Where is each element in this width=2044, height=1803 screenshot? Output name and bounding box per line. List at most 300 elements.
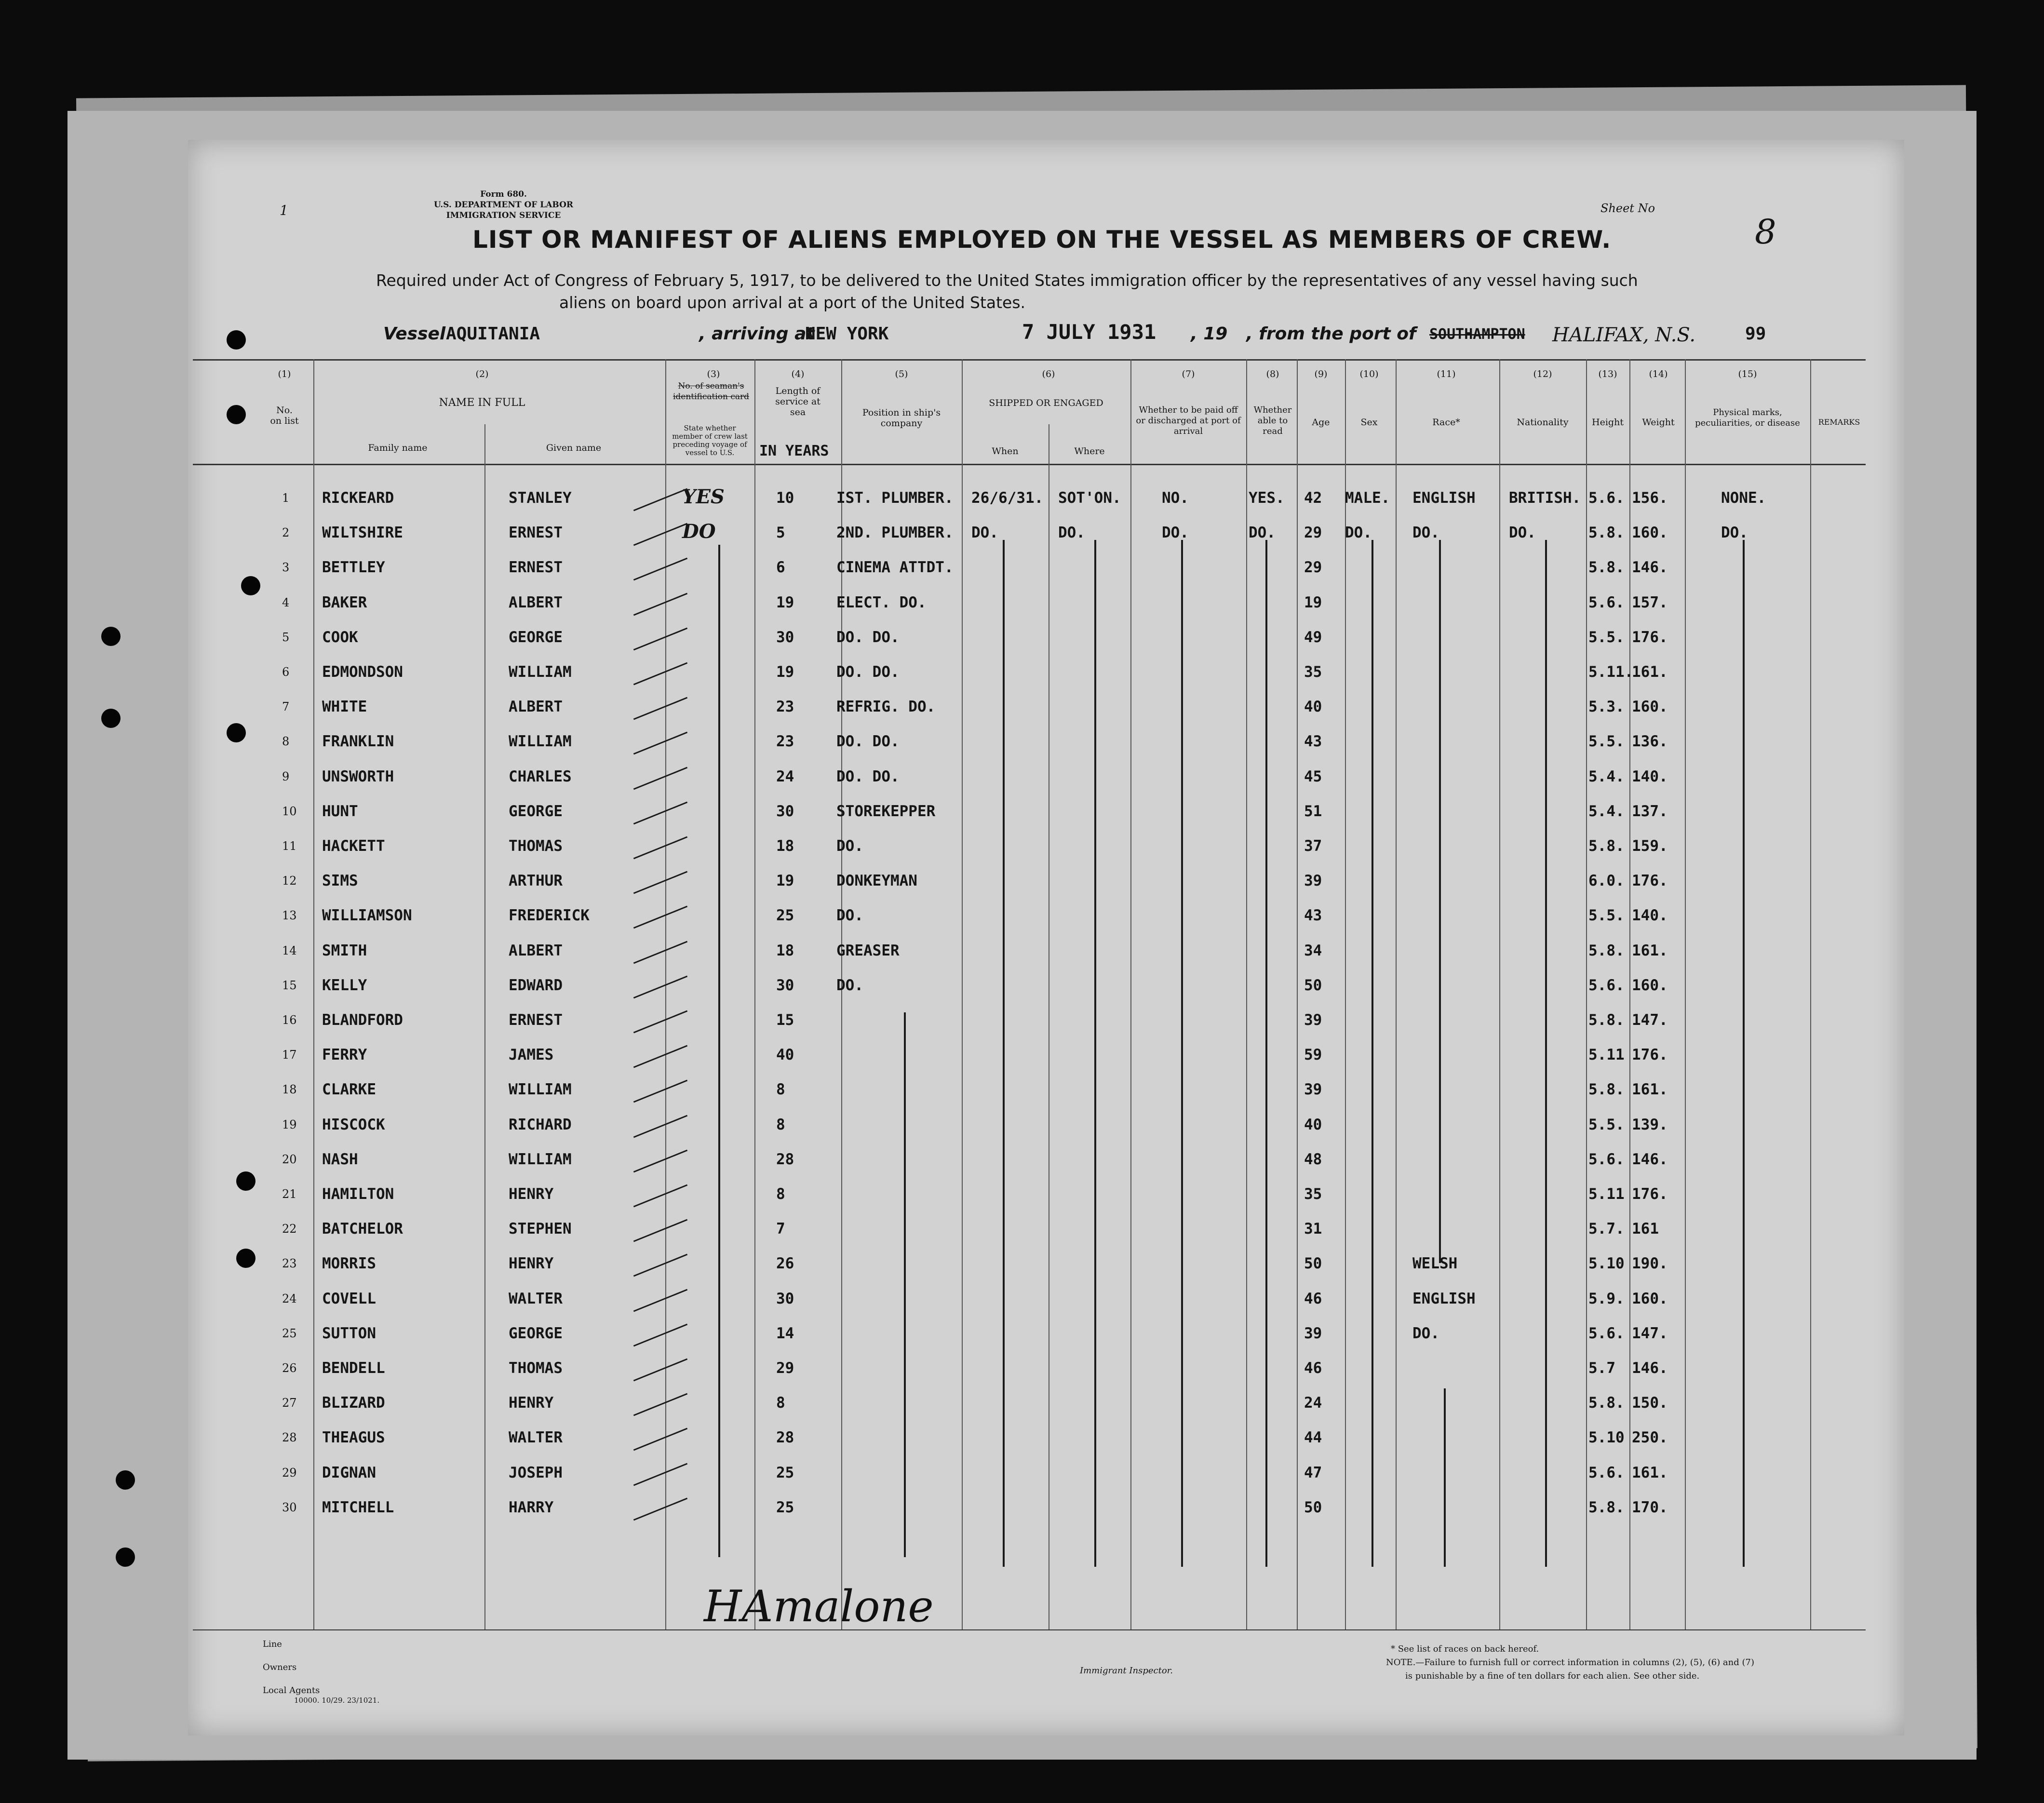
column-rule xyxy=(1246,359,1247,1629)
row-number: 26 xyxy=(282,1361,297,1375)
cell-weight: 146. xyxy=(1632,559,1668,576)
cell-family: SMITH xyxy=(322,942,367,959)
cell-years: 6 xyxy=(776,559,785,576)
column-rule xyxy=(1586,359,1587,1629)
cell-weight: 161. xyxy=(1632,1081,1668,1098)
cell-weight: 250. xyxy=(1632,1429,1668,1446)
cell-weight: 161. xyxy=(1632,1464,1668,1481)
col-num: (3) xyxy=(707,369,720,379)
cell-position: DO. DO. xyxy=(836,663,900,681)
cell-weight: 150. xyxy=(1632,1394,1668,1412)
cell-age: 29 xyxy=(1304,524,1322,541)
cell-given: ALBERT xyxy=(509,942,563,959)
col-num: (7) xyxy=(1182,369,1195,379)
cell-years: 8 xyxy=(776,1394,785,1412)
row-number: 29 xyxy=(282,1466,297,1480)
punch-hole xyxy=(227,405,246,424)
cell-when: 26/6/31. xyxy=(971,489,1044,507)
cell-height: 5.11. xyxy=(1588,663,1634,681)
cell-years: 30 xyxy=(776,1290,794,1307)
page-mark: 1 xyxy=(280,202,288,218)
cell-height: 5.6. xyxy=(1588,594,1625,611)
cell-read: YES. xyxy=(1249,489,1285,507)
cell-weight: 136. xyxy=(1632,733,1668,750)
cell-given: THOMAS xyxy=(509,837,563,855)
cell-given: STEPHEN xyxy=(509,1220,572,1238)
cell-age: 40 xyxy=(1304,1116,1322,1133)
cell-age: 45 xyxy=(1304,768,1322,785)
cell-family: BETTLEY xyxy=(322,559,385,576)
cell-position: IST. PLUMBER. xyxy=(836,489,954,507)
service: IMMIGRATION SERVICE xyxy=(446,211,561,220)
cell-given: GEORGE xyxy=(509,1325,563,1342)
cell-position: DO. xyxy=(836,977,863,994)
cell-read: DO. xyxy=(1249,524,1276,541)
ditto-stroke xyxy=(1439,540,1441,1263)
cell-years: 19 xyxy=(776,663,794,681)
cell-family: BATCHELOR xyxy=(322,1220,403,1238)
cell-family: THEAGUS xyxy=(322,1429,385,1446)
cell-age: 42 xyxy=(1304,489,1322,507)
cell-family: HAMILTON xyxy=(322,1185,394,1203)
header-race: Race* xyxy=(1432,417,1460,428)
department: U.S. DEPARTMENT OF LABOR xyxy=(434,200,574,210)
form-identifier xyxy=(434,189,573,221)
cell-weight: 157. xyxy=(1632,594,1668,611)
cell-height: 5.8. xyxy=(1588,837,1625,855)
punch-hole xyxy=(241,576,260,595)
cell-race: DO. xyxy=(1412,1325,1439,1342)
cell-paid: NO. xyxy=(1162,489,1189,507)
cell-family: EDMONDSON xyxy=(322,663,403,681)
cell-where: DO. xyxy=(1058,524,1085,541)
cell-height: 5.5. xyxy=(1588,629,1625,646)
cell-height: 5.8. xyxy=(1588,524,1625,541)
footer-print-code: 10000. 10/29. 23/1021. xyxy=(294,1696,380,1705)
cell-years: 23 xyxy=(776,733,794,750)
cell-age: 39 xyxy=(1304,1081,1322,1098)
row-number: 25 xyxy=(282,1327,297,1340)
table-bottom-rule xyxy=(193,1629,1866,1630)
row-number: 3 xyxy=(282,561,290,574)
cell-years: 29 xyxy=(776,1359,794,1377)
ditto-stroke xyxy=(1743,540,1745,1567)
cell-sex: DO. xyxy=(1345,524,1372,541)
cell-age: 59 xyxy=(1304,1046,1322,1063)
header-when: When xyxy=(992,446,1019,457)
row-number: 24 xyxy=(282,1292,297,1305)
vessel-name: AQUITANIA xyxy=(446,324,540,344)
cell-age: 43 xyxy=(1304,907,1322,924)
row-number: 9 xyxy=(282,770,290,783)
cell-weight: 140. xyxy=(1632,907,1668,924)
ditto-stroke xyxy=(1545,540,1547,1567)
cell-family: KELLY xyxy=(322,977,367,994)
cell-height: 5.8. xyxy=(1588,942,1625,959)
statute-line-2: aliens on board upon arrival at a port of the United States. xyxy=(559,293,1026,312)
cell-family: WILLIAMSON xyxy=(322,907,412,924)
row-number: 8 xyxy=(282,735,290,748)
cell-height: 5.11 xyxy=(1588,1185,1625,1203)
cell-years: 5 xyxy=(776,524,785,541)
col-num: (14) xyxy=(1649,369,1668,379)
cell-years: 24 xyxy=(776,768,794,785)
row-number: 11 xyxy=(282,839,297,853)
ditto-stroke xyxy=(1003,540,1005,1567)
cell-given: WALTER xyxy=(509,1429,563,1446)
header-name-in-full: NAME IN FULL xyxy=(439,397,525,409)
cell-years: 8 xyxy=(776,1185,785,1203)
row-number: 19 xyxy=(282,1118,297,1131)
cell-given: ARTHUR xyxy=(509,872,563,889)
column-rule xyxy=(313,359,314,1629)
cell-height: 5.6. xyxy=(1588,489,1625,507)
cell-height: 5.8. xyxy=(1588,559,1625,576)
row-number: 13 xyxy=(282,909,297,922)
cell-weight: 161. xyxy=(1632,663,1668,681)
row-number: 6 xyxy=(282,665,290,679)
cell-position: DO. DO. xyxy=(836,629,900,646)
header-physical-marks: Physical marks, peculiarities, or disease xyxy=(1695,407,1800,428)
cell-family: SIMS xyxy=(322,872,358,889)
column-rule xyxy=(1130,359,1131,1629)
cell-sex: MALE. xyxy=(1345,489,1390,507)
arrival-port: NEW YORK xyxy=(805,324,889,344)
row-number: 1 xyxy=(282,491,290,505)
cell-family: MITCHELL xyxy=(322,1499,394,1516)
ditto-stroke xyxy=(904,1012,906,1557)
cell-height: 5.5. xyxy=(1588,1116,1625,1133)
cell-given: HENRY xyxy=(509,1394,554,1412)
cell-age: 50 xyxy=(1304,1255,1322,1272)
cell-given: JAMES xyxy=(509,1046,554,1063)
punch-hole xyxy=(236,1171,256,1191)
column-rule xyxy=(841,359,842,1629)
cell-age: 48 xyxy=(1304,1151,1322,1168)
header-nationality: Nationality xyxy=(1517,417,1569,428)
header-id-card: No. of seaman's identification card xyxy=(672,381,750,402)
cell-weight: 140. xyxy=(1632,768,1668,785)
cell-height: 5.8. xyxy=(1588,1499,1625,1516)
cell-given: WILLIAM xyxy=(509,663,572,681)
cell-age: 40 xyxy=(1304,698,1322,715)
cell-years: 26 xyxy=(776,1255,794,1272)
col-num: (11) xyxy=(1437,369,1456,379)
cell-weight: 176. xyxy=(1632,629,1668,646)
column-rule xyxy=(1396,359,1397,1629)
cell-age: 44 xyxy=(1304,1429,1322,1446)
header-id-card-note: State whether member of crew last preceding voyage of vessel to U.S. xyxy=(672,424,748,457)
header-remarks: REMARKS xyxy=(1818,417,1860,427)
cell-years: 18 xyxy=(776,837,794,855)
cell-height: 5.4. xyxy=(1588,803,1625,820)
cell-position: DO. DO. xyxy=(836,733,900,750)
ditto-stroke xyxy=(1181,540,1183,1567)
cell-weight: 146. xyxy=(1632,1359,1668,1377)
cell-given: ERNEST xyxy=(509,524,563,541)
cell-years: 28 xyxy=(776,1429,794,1446)
cell-weight: 159. xyxy=(1632,837,1668,855)
row-number: 5 xyxy=(282,631,290,644)
cell-height: 5.11 xyxy=(1588,1046,1625,1063)
ditto-stroke xyxy=(1372,540,1373,1567)
cell-given: WILLIAM xyxy=(509,1151,572,1168)
cell-years: 7 xyxy=(776,1220,785,1238)
cell-weight: 160. xyxy=(1632,1290,1668,1307)
cell-family: CLARKE xyxy=(322,1081,376,1098)
cell-years: 19 xyxy=(776,594,794,611)
cell-height: 5.9. xyxy=(1588,1290,1625,1307)
column-rule xyxy=(1629,359,1630,1629)
ditto-stroke xyxy=(1265,540,1267,1567)
cell-height: 6.0. xyxy=(1588,872,1625,889)
cell-family: NASH xyxy=(322,1151,358,1168)
cell-position: REFRIG. DO. xyxy=(836,698,936,715)
inspector-signature: HAmalone xyxy=(704,1581,934,1632)
cell-height: 5.7 xyxy=(1588,1359,1615,1377)
cell-weight: 170. xyxy=(1632,1499,1668,1516)
punch-hole xyxy=(227,723,246,742)
cell-age: 34 xyxy=(1304,942,1322,959)
punch-hole xyxy=(227,330,246,350)
cell-position: CINEMA ATTDT. xyxy=(836,559,954,576)
cell-given: JOSEPH xyxy=(509,1464,563,1481)
cell-weight: 176. xyxy=(1632,1185,1668,1203)
cell-given: FREDERICK xyxy=(509,907,590,924)
cell-height: 5.5. xyxy=(1588,907,1625,924)
cell-given: GEORGE xyxy=(509,629,563,646)
cell-given: THOMAS xyxy=(509,1359,563,1377)
header-weight: Weight xyxy=(1642,417,1675,428)
header-length-service: Length of service at sea xyxy=(775,386,820,417)
cell-age: 39 xyxy=(1304,872,1322,889)
cell-years: 10 xyxy=(776,489,794,507)
header-bottom-rule xyxy=(193,464,1866,465)
cell-years: 19 xyxy=(776,872,794,889)
cell-height: 5.8. xyxy=(1588,1081,1625,1098)
cell-race: ENGLISH xyxy=(1412,1290,1476,1307)
cell-given: HENRY xyxy=(509,1255,554,1272)
page-title: LIST OR MANIFEST OF ALIENS EMPLOYED ON THE VESSEL AS MEMBERS OF CREW. xyxy=(472,226,1612,254)
cell-height: 5.8. xyxy=(1588,1394,1625,1412)
cell-race: ENGLISH xyxy=(1412,489,1476,507)
cell-weight: 161. xyxy=(1632,942,1668,959)
cell-family: SUTTON xyxy=(322,1325,376,1342)
cell-age: 37 xyxy=(1304,837,1322,855)
col-num: (9) xyxy=(1314,369,1328,379)
cell-age: 39 xyxy=(1304,1325,1322,1342)
column-rule xyxy=(1499,359,1500,1629)
column-rule xyxy=(484,424,485,1629)
cell-height: 5.6. xyxy=(1588,977,1625,994)
cell-nat: BRITISH. xyxy=(1509,489,1581,507)
row-number: 30 xyxy=(282,1501,297,1514)
col-num: (10) xyxy=(1359,369,1379,379)
cell-prev: YES xyxy=(682,485,725,508)
cell-given: HARRY xyxy=(509,1499,554,1516)
cell-height: 5.4. xyxy=(1588,768,1625,785)
column-rule xyxy=(665,359,666,1629)
footer-note-2: is punishable by a fine of ten dollars for each alien. See other side. xyxy=(1405,1671,1700,1681)
cell-race: DO. xyxy=(1412,524,1439,541)
row-number: 10 xyxy=(282,805,297,818)
header-sex: Sex xyxy=(1360,417,1378,428)
cell-family: FERRY xyxy=(322,1046,367,1063)
cell-age: 24 xyxy=(1304,1394,1322,1412)
table-top-rule xyxy=(193,359,1866,361)
cell-years: 18 xyxy=(776,942,794,959)
punch-hole xyxy=(116,1470,135,1490)
ditto-stroke xyxy=(1094,540,1096,1567)
from-label: , from the port of xyxy=(1246,324,1416,344)
ditto-stroke xyxy=(1444,1388,1446,1567)
ditto-stroke xyxy=(718,545,720,1557)
cell-height: 5.7. xyxy=(1588,1220,1625,1238)
cell-paid: DO. xyxy=(1162,524,1189,541)
cell-given: ERNEST xyxy=(509,559,563,576)
row-number: 12 xyxy=(282,874,297,888)
cell-years: 25 xyxy=(776,1499,794,1516)
cell-age: 35 xyxy=(1304,663,1322,681)
statute-line-1: Required under Act of Congress of February 5, 1917, to be delivered to the United States immigration officer by the representatives of any vessel having such xyxy=(376,271,1638,290)
column-rule xyxy=(1345,359,1346,1629)
cell-years: 14 xyxy=(776,1325,794,1342)
cell-years: 28 xyxy=(776,1151,794,1168)
col-num: (1) xyxy=(278,369,291,379)
list-number: 99 xyxy=(1745,324,1766,344)
row-number: 28 xyxy=(282,1431,297,1444)
cell-weight: 161 xyxy=(1632,1220,1659,1238)
col-num: (12) xyxy=(1533,369,1552,379)
footer-agents-label: Local Agents xyxy=(263,1685,320,1695)
cell-years: 30 xyxy=(776,977,794,994)
row-number: 18 xyxy=(282,1083,297,1096)
cell-height: 5.6. xyxy=(1588,1151,1625,1168)
cell-height: 5.10 xyxy=(1588,1429,1625,1446)
departure-port-struck: SOUTHAMPTON xyxy=(1429,326,1525,343)
row-number: 7 xyxy=(282,700,290,713)
cell-family: FRANKLIN xyxy=(322,733,394,750)
cell-when: DO. xyxy=(971,524,998,541)
cell-age: 47 xyxy=(1304,1464,1322,1481)
cell-given: ALBERT xyxy=(509,594,563,611)
cell-age: 43 xyxy=(1304,733,1322,750)
cell-years: 8 xyxy=(776,1116,785,1133)
cell-family: BLIZARD xyxy=(322,1394,385,1412)
cell-years: 30 xyxy=(776,629,794,646)
cell-family: HACKETT xyxy=(322,837,385,855)
cell-given: CHARLES xyxy=(509,768,572,785)
cell-height: 5.6. xyxy=(1588,1464,1625,1481)
cell-phys: DO. xyxy=(1721,524,1748,541)
cell-age: 31 xyxy=(1304,1220,1322,1238)
cell-given: WILLIAM xyxy=(509,733,572,750)
header-no-on-list: No. on list xyxy=(270,405,299,426)
cell-height: 5.5. xyxy=(1588,733,1625,750)
row-number: 27 xyxy=(282,1396,297,1410)
cell-family: RICKEARD xyxy=(322,489,394,507)
cell-position: GREASER xyxy=(836,942,900,959)
cell-family: BLANDFORD xyxy=(322,1011,403,1029)
cell-age: 35 xyxy=(1304,1185,1322,1203)
cell-position: DO. xyxy=(836,907,863,924)
cell-given: WILLIAM xyxy=(509,1081,572,1098)
arriving-label: , arriving at xyxy=(699,324,815,344)
punch-hole xyxy=(236,1249,256,1268)
cell-age: 46 xyxy=(1304,1290,1322,1307)
row-number: 14 xyxy=(282,944,297,957)
cell-position: 2ND. PLUMBER. xyxy=(836,524,954,541)
row-number: 15 xyxy=(282,979,297,992)
cell-age: 50 xyxy=(1304,977,1322,994)
cell-age: 49 xyxy=(1304,629,1322,646)
row-number: 20 xyxy=(282,1153,297,1166)
cell-weight: 146. xyxy=(1632,1151,1668,1168)
cell-given: EDWARD xyxy=(509,977,563,994)
cell-age: 46 xyxy=(1304,1359,1322,1377)
departure-port: HALIFAX, N.S. xyxy=(1552,324,1696,346)
cell-nat: DO. xyxy=(1509,524,1536,541)
cell-age: 19 xyxy=(1304,594,1322,611)
punch-hole xyxy=(116,1547,135,1567)
cell-position: DO. xyxy=(836,837,863,855)
header-age: Age xyxy=(1312,417,1330,428)
col-num: (4) xyxy=(791,369,805,379)
header-where: Where xyxy=(1074,446,1105,457)
col-num: (8) xyxy=(1266,369,1279,379)
header-given-name: Given name xyxy=(546,443,602,453)
sheet-number: 8 xyxy=(1755,212,1776,252)
cell-family: MORRIS xyxy=(322,1255,376,1272)
col-num: (13) xyxy=(1598,369,1617,379)
cell-family: HUNT xyxy=(322,803,358,820)
cell-family: WHITE xyxy=(322,698,367,715)
cell-position: ELECT. DO. xyxy=(836,594,927,611)
arrival-date: 7 JULY 1931 xyxy=(1022,320,1156,344)
cell-weight: 160. xyxy=(1632,698,1668,715)
footer-line-label: Line xyxy=(263,1639,282,1649)
cell-height: 5.10 xyxy=(1588,1255,1625,1272)
cell-years: 25 xyxy=(776,1464,794,1481)
cell-family: DIGNAN xyxy=(322,1464,376,1481)
header-position: Position in ship's company xyxy=(862,407,941,429)
cell-phys: NONE. xyxy=(1721,489,1766,507)
cell-years: 15 xyxy=(776,1011,794,1029)
cell-given: RICHARD xyxy=(509,1116,572,1133)
cell-years: 23 xyxy=(776,698,794,715)
cell-family: WILTSHIRE xyxy=(322,524,403,541)
cell-weight: 176. xyxy=(1632,872,1668,889)
header-family-name: Family name xyxy=(368,443,428,453)
header-shipped: SHIPPED OR ENGAGED xyxy=(989,398,1103,408)
cell-family: COVELL xyxy=(322,1290,376,1307)
cell-weight: 160. xyxy=(1632,524,1668,541)
cell-age: 29 xyxy=(1304,559,1322,576)
punch-hole xyxy=(101,627,121,646)
cell-family: BENDELL xyxy=(322,1359,385,1377)
sheet-label: Sheet No xyxy=(1600,202,1655,215)
footer-races-note: * See list of races on back hereof. xyxy=(1391,1644,1539,1654)
cell-given: ERNEST xyxy=(509,1011,563,1029)
col-num: (2) xyxy=(475,369,489,379)
cell-weight: 156. xyxy=(1632,489,1668,507)
cell-weight: 160. xyxy=(1632,977,1668,994)
cell-given: WALTER xyxy=(509,1290,563,1307)
column-rule xyxy=(962,359,963,1629)
cell-weight: 190. xyxy=(1632,1255,1668,1272)
cell-family: UNSWORTH xyxy=(322,768,394,785)
punch-hole xyxy=(101,709,121,728)
